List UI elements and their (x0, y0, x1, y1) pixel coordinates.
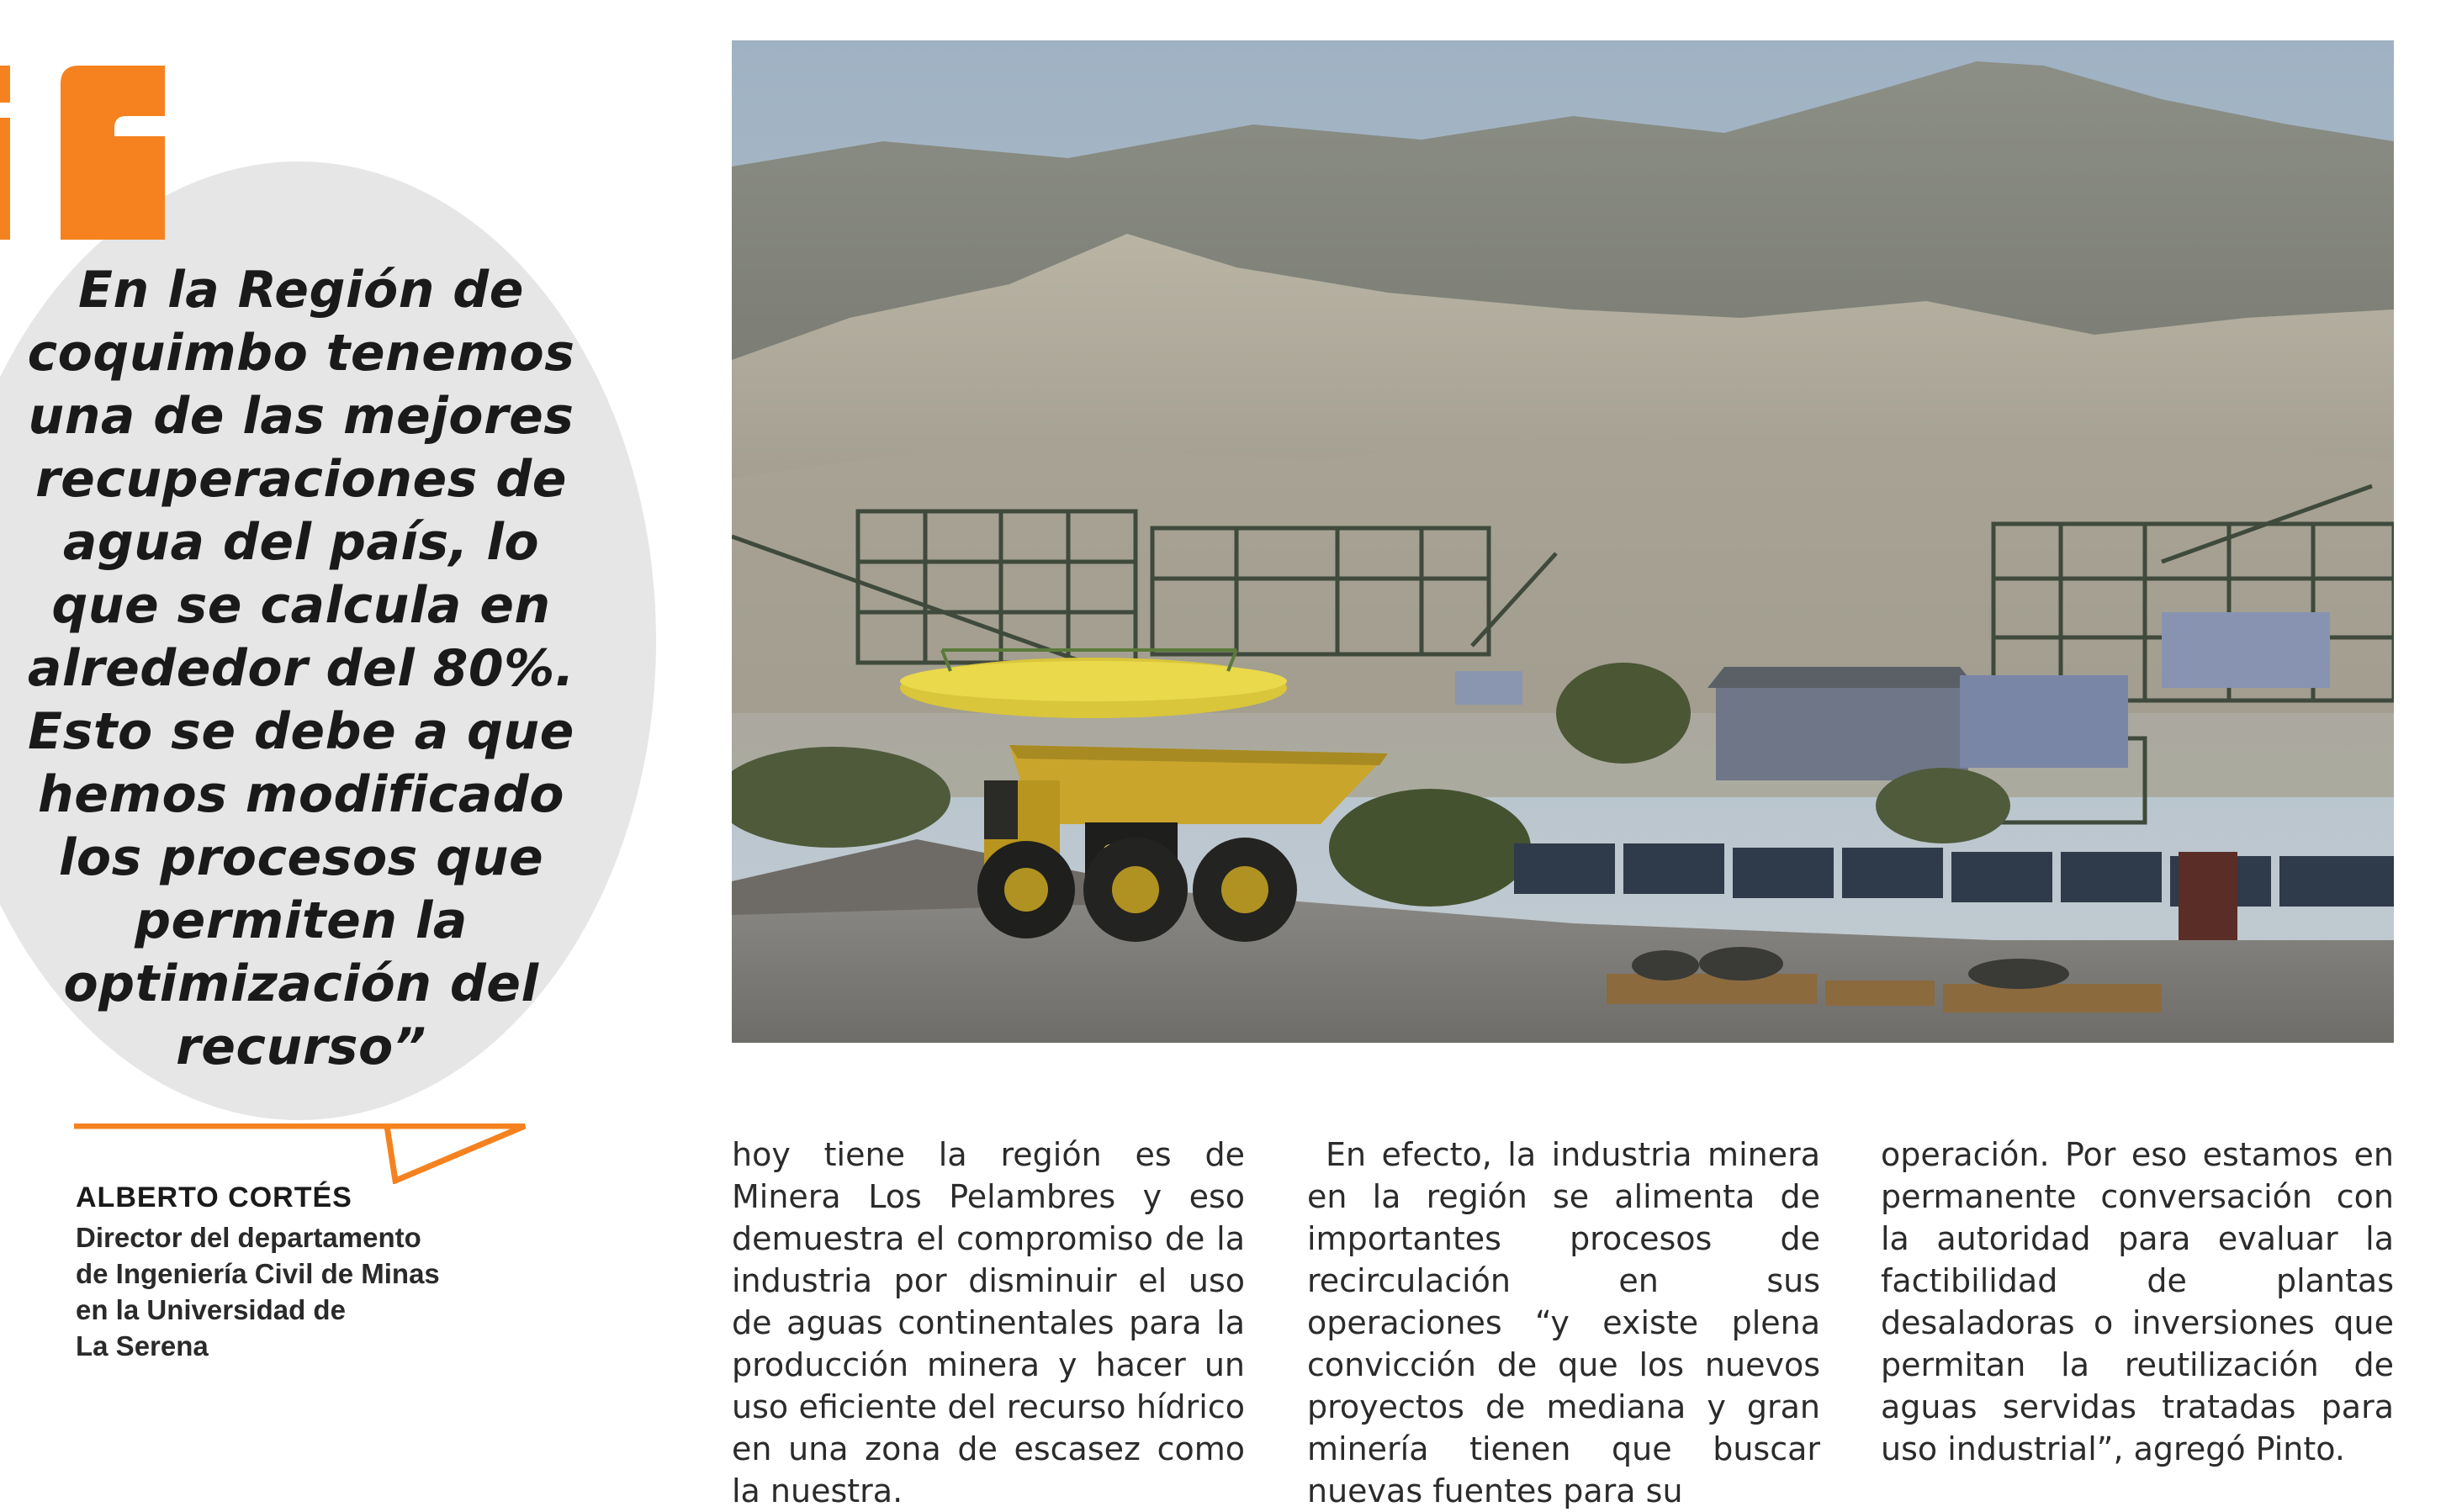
opening-quote-icon (0, 0, 168, 252)
article-column-2: En efecto, la industria minera en la región se alimenta de importantes procesos de recirculación en sus operaciones “y existe plena convicción de que los nuevos proyectos de mediana y gran minería tienen que buscar nuevas fuentes para su (1307, 1136, 1820, 1509)
article-column-3: operación. Por eso estamos en permanente conversación con la autoridad para evaluar la factibilidad de plantas desaladoras o inversiones que permitan la reutilización de aguas servidas tratadas para uso industrial”, agregó Pinto. (1881, 1136, 2394, 1467)
author-role: Director del departamento de Ingeniería Civil de Minas en la Universidad de La Serena (76, 1222, 440, 1361)
mining-plant-photo (732, 40, 2394, 1043)
article-column-1: hoy tiene la región es de Minera Los Pelambres y eso demuestra el compromiso de la industria por disminuir el uso de aguas continentales para la producción minera y hacer un uso eficiente del recurso hídrico en una zona de escasez como la nuestra. (732, 1136, 1245, 1509)
pull-quote-text: En la Región de coquimbo tenemos una de las mejores recuperaciones de agua del país, lo que se calcula en alrededor del 80%. Esto se debe a que hemos modificado los procesos que permiten la optimización del recurso” (27, 261, 575, 1076)
speech-tail-line (74, 1123, 528, 1184)
author-name: ALBERTO CORTÉS (76, 1182, 352, 1213)
